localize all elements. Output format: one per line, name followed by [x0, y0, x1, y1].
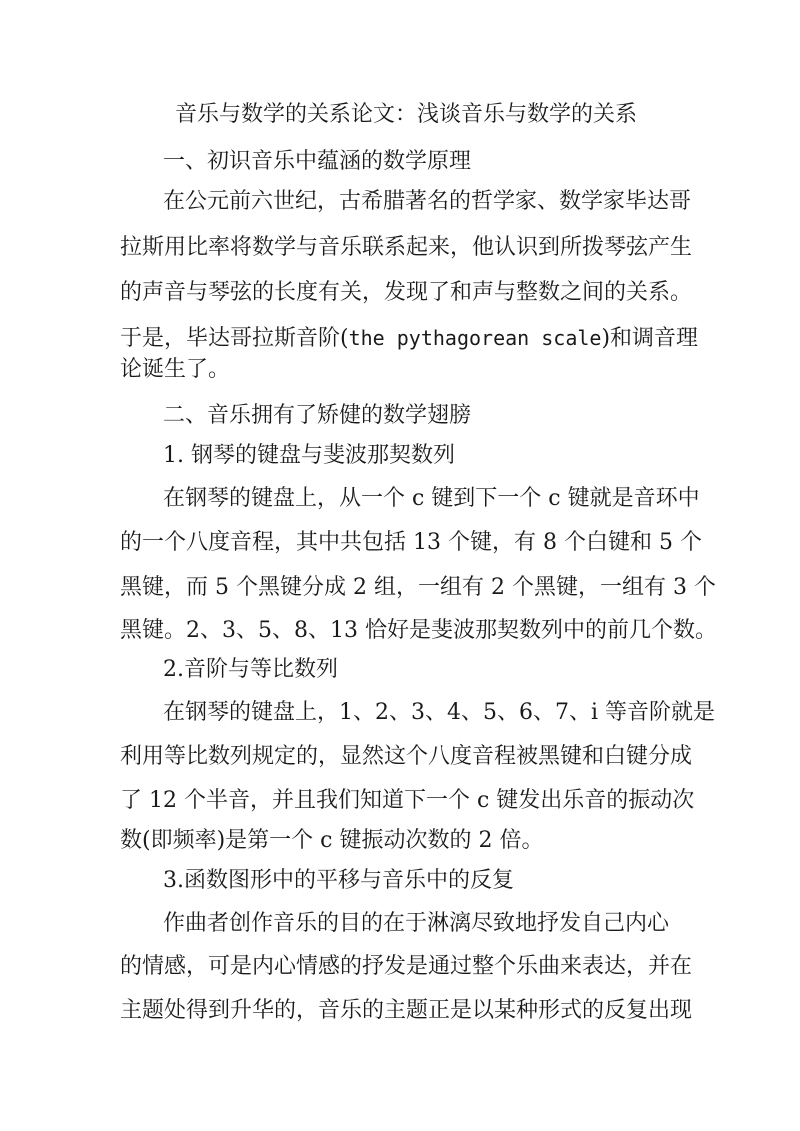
- paragraph-line: 利用等比数列规定的，显然这个八度音程被黑键和白键分成: [120, 744, 693, 769]
- subsection-1-heading: 1. 钢琴的键盘与斐波那契数列: [163, 443, 455, 468]
- section-2-heading: 二、音乐拥有了矫健的数学翅膀: [163, 403, 472, 428]
- paragraph-line: 在钢琴的键盘上，从一个 c 键到下一个 c 键就是音环中: [163, 486, 700, 511]
- subsection-2-heading: 2.音阶与等比数列: [163, 657, 338, 682]
- paragraph-line: 在公元前六世纪，古希腊著名的哲学家、数学家毕达哥: [163, 189, 692, 214]
- paragraph-line: 作曲者创作音乐的目的在于淋漓尽致地抒发自己内心: [163, 911, 670, 936]
- paragraph-line: 黑键。2、3、5、8、13 恰好是斐波那契数列中的前几个数。: [120, 618, 717, 643]
- paragraph-text: 于是，毕达哥拉斯音阶(: [120, 326, 349, 351]
- english-term: the pythagorean scale: [348, 326, 602, 350]
- paragraph-line: 黑键，而 5 个黑键分成 2 组，一组有 2 个黑键，一组有 3 个: [120, 575, 716, 600]
- paragraph-text: )和调音理: [601, 326, 699, 351]
- paragraph-line: 论诞生了。: [120, 357, 231, 382]
- paragraph-line: 主题处得到升华的，音乐的主题正是以某种形式的反复出现: [120, 998, 693, 1023]
- paragraph-line: 的声音与琴弦的长度有关，发现了和声与整数之间的关系。: [120, 280, 693, 305]
- paragraph-line: 的情感，可是内心情感的抒发是通过整个乐曲来表达，并在: [120, 954, 693, 979]
- document-title: 音乐与数学的关系论文：浅谈音乐与数学的关系: [175, 102, 638, 127]
- subsection-3-heading: 3.函数图形中的平移与音乐中的反复: [163, 868, 514, 893]
- paragraph-line: 的一个八度音程，其中共包括 13 个键，有 8 个白键和 5 个: [120, 530, 702, 555]
- paragraph-line: 拉斯用比率将数学与音乐联系起来，他认识到所拨琴弦产生: [120, 235, 693, 260]
- paragraph-line: 了 12 个半音，并且我们知道下一个 c 键发出乐音的振动次: [120, 788, 695, 813]
- paragraph-line: [120, 324, 698, 353]
- paragraph-line: 数(即频率)是第一个 c 键振动次数的 2 倍。: [120, 828, 544, 853]
- paragraph-line: 在钢琴的键盘上，1、2、3、4、5、6、7、i 等音阶就是: [163, 700, 716, 725]
- section-1-heading: 一、初识音乐中蕴涵的数学原理: [163, 149, 472, 174]
